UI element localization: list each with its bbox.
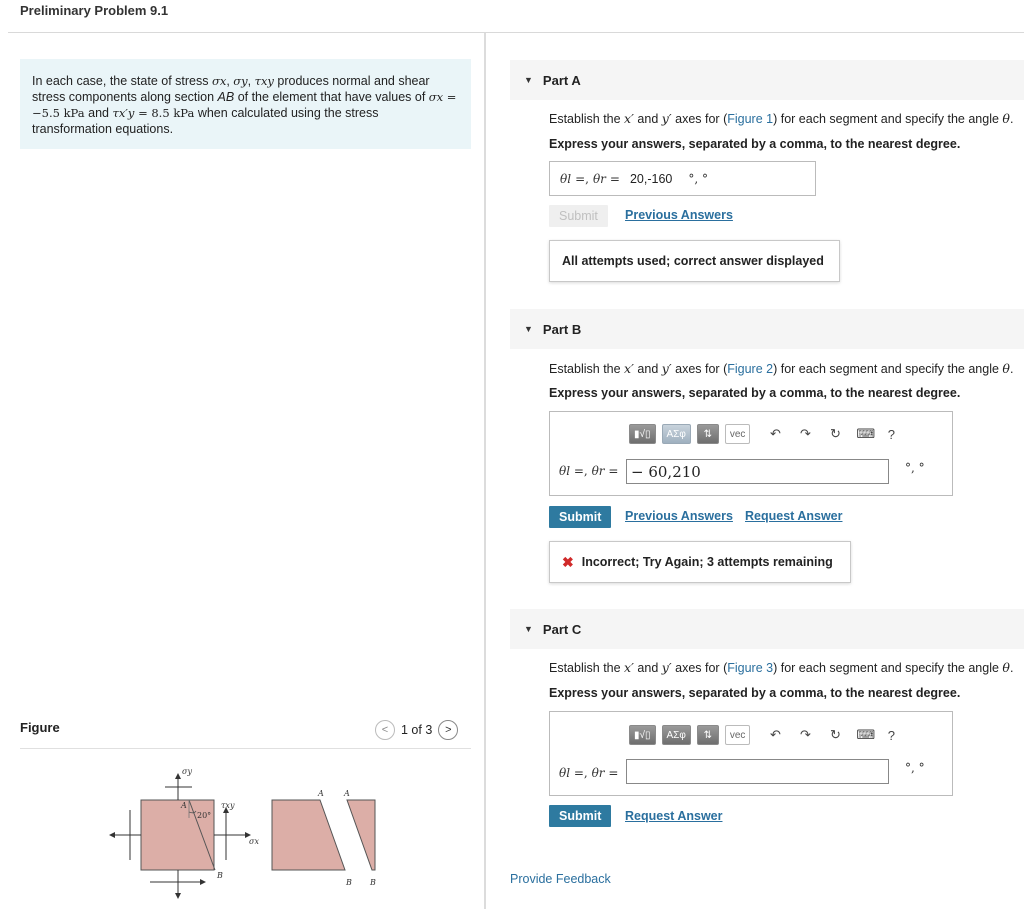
theta-r-label: θr (591, 464, 605, 478)
vector-button[interactable]: vec (725, 725, 751, 745)
stress-element-figure (100, 760, 400, 905)
part-a-units: °, ° (688, 171, 709, 186)
tau-xpy-symbol: τx′y (112, 106, 135, 120)
label-eq: =, (575, 171, 589, 186)
q-text: Establish the (549, 661, 625, 675)
vector-button[interactable]: vec (725, 424, 751, 444)
part-c-request-answer-link[interactable]: Request Answer (625, 809, 723, 823)
undo-icon[interactable]: ↶ (769, 426, 781, 441)
intro-text: In each case, the state of stress (32, 74, 212, 88)
part-b-toolbar (629, 424, 900, 444)
figure-2-link[interactable]: Figure 2 (727, 362, 774, 376)
keyboard-icon[interactable]: ⌨ (856, 426, 876, 441)
part-b-instructions: Express your answers, separated by a comma, to the nearest degree. (549, 386, 961, 400)
caret-down-icon: ▼ (524, 75, 533, 85)
part-a-submit-button[interactable]: Submit (549, 205, 608, 227)
label-eq: =, (570, 766, 592, 780)
part-a-question (549, 111, 1013, 126)
part-c-submit-button[interactable]: Submit (549, 805, 611, 827)
part-a-instructions: Express your answers, separated by a comma, to the nearest degree. (549, 137, 961, 151)
separator: , (226, 74, 234, 88)
label-eq: = (609, 171, 620, 186)
part-c-units: °, ° (905, 761, 925, 775)
figure-1-link[interactable]: Figure 1 (727, 112, 774, 126)
part-a-status-text: All attempts used; correct answer displayed (562, 254, 824, 268)
y-prime: y′ (661, 660, 672, 675)
segment-a-label: A (318, 789, 324, 798)
part-b-question (549, 361, 1013, 376)
part-b-title: Part B (542, 321, 582, 337)
x-icon: ✖ (562, 553, 574, 570)
x-prime: x′ (624, 111, 634, 126)
part-b-label (559, 463, 618, 478)
theta-r-label: θr (592, 171, 606, 186)
theta-l-label: θl (560, 171, 572, 186)
part-b-previous-answers-link[interactable]: Previous Answers (625, 509, 733, 523)
label-eq: = (604, 766, 619, 780)
segment-a-label: A (344, 789, 350, 798)
part-c-answer-input[interactable] (626, 759, 889, 784)
q-text: axes for ( (671, 362, 728, 376)
right-segment (347, 800, 375, 870)
tau-value: = 8.5 kPa (134, 106, 195, 120)
reset-icon[interactable]: ↻ (829, 727, 841, 742)
part-c-title: Part C (542, 621, 582, 637)
tau-xy-symbol: τxy (254, 74, 274, 88)
theta-symbol: θ (1002, 361, 1010, 376)
left-segment (272, 800, 345, 870)
figure-3-link[interactable]: Figure 3 (727, 661, 774, 675)
part-b-status (549, 541, 851, 583)
greek-symbols-button[interactable]: ΑΣφ (662, 725, 691, 745)
q-text: ) for each segment and specify the angle (773, 362, 1003, 376)
q-text: Establish the (549, 112, 625, 126)
part-b-submit-button[interactable]: Submit (549, 506, 611, 528)
sigma-x-value: = −5.5 kPa (32, 90, 457, 120)
part-a-answer-value: 20,-160 (629, 171, 673, 186)
part-b-units: °, ° (905, 461, 925, 475)
part-a-header[interactable] (510, 60, 1024, 100)
q-text: and (633, 661, 662, 675)
help-icon[interactable]: ? (887, 426, 896, 442)
q-text: axes for ( (671, 661, 728, 675)
templates-button[interactable]: ▮√▯ (629, 424, 656, 444)
q-text: axes for ( (671, 112, 728, 126)
chevron-right-icon[interactable]: > (438, 720, 458, 740)
part-c-question (549, 660, 1013, 675)
label-eq: =, (570, 464, 592, 478)
q-text: and (633, 112, 662, 126)
arrows-button[interactable]: ⇅ (697, 424, 719, 444)
provide-feedback-link[interactable]: Provide Feedback (510, 872, 611, 886)
q-text: ) for each segment and specify the angle (773, 112, 1003, 126)
angle-label: 20° (197, 811, 212, 820)
sigma-y-symbol: σy (233, 74, 248, 88)
undo-icon[interactable]: ↶ (769, 727, 781, 742)
part-c-toolbar (629, 725, 900, 745)
y-prime: y′ (661, 111, 672, 126)
caret-down-icon: ▼ (524, 324, 533, 334)
label-eq: = (604, 464, 619, 478)
reset-icon[interactable]: ↻ (829, 426, 841, 441)
arrows-button[interactable]: ⇅ (697, 725, 719, 745)
page-title: Preliminary Problem 9.1 (20, 3, 169, 18)
problem-statement (20, 59, 471, 149)
segment-b-label: B (370, 878, 376, 887)
intro-text: and (84, 106, 113, 120)
q-text: . (1009, 661, 1014, 675)
part-b-status-text: Incorrect; Try Again; 3 attempts remaining (581, 555, 833, 569)
theta-symbol: θ (1002, 660, 1010, 675)
x-prime: x′ (624, 361, 634, 376)
theta-r-label: θr (591, 766, 605, 780)
top-divider (8, 32, 1024, 33)
part-c-instructions: Express your answers, separated by a comma, to the nearest degree. (549, 686, 961, 700)
part-a-title: Part A (542, 72, 581, 88)
figure-counter: 1 of 3 (401, 723, 433, 737)
part-b-header[interactable] (510, 309, 1024, 349)
q-text: . (1009, 112, 1014, 126)
sigma-x-symbol: σx (428, 90, 444, 104)
y-prime: y′ (661, 361, 672, 376)
figure-navigation (375, 720, 458, 740)
q-text: . (1009, 362, 1014, 376)
figure-label: Figure (20, 720, 60, 735)
intro-text: of the element that have values of (234, 90, 429, 104)
part-a-answer-box (549, 161, 816, 196)
separator: , (247, 74, 255, 88)
help-icon[interactable]: ? (887, 727, 896, 743)
sigma-y-label: σy (182, 767, 192, 776)
x-prime: x′ (624, 660, 634, 675)
caret-down-icon: ▼ (524, 624, 533, 634)
theta-l-label: θl (559, 766, 571, 780)
tau-xy-label: τxy (221, 801, 235, 810)
intro-text: produces normal and shear stress components along section (32, 74, 430, 104)
part-c-header[interactable] (510, 609, 1024, 649)
part-a-status (549, 240, 840, 282)
intro-text: when calculated using the stress transformation equations. (32, 106, 379, 136)
segment-b-label: B (346, 878, 352, 887)
chevron-left-icon[interactable]: < (375, 720, 395, 740)
q-text: Establish the (549, 362, 625, 376)
sigma-x-symbol: σx (211, 74, 227, 88)
point-b-label: B (217, 871, 223, 880)
keyboard-icon[interactable]: ⌨ (856, 727, 876, 742)
templates-button[interactable]: ▮√▯ (629, 725, 656, 745)
theta-symbol: θ (1002, 111, 1010, 126)
greek-symbols-button[interactable]: ΑΣφ (662, 424, 691, 444)
section-ab: AB (217, 90, 235, 104)
column-divider (484, 33, 486, 909)
point-a-label: A (181, 801, 187, 810)
figure-divider (20, 748, 471, 749)
part-b-answer-input[interactable]: − 60,210 (626, 459, 889, 484)
part-c-label (559, 765, 618, 780)
part-a-previous-answers-link[interactable]: Previous Answers (625, 208, 733, 222)
theta-l-label: θl (559, 464, 571, 478)
redo-icon[interactable]: ↷ (799, 426, 811, 441)
q-text: ) for each segment and specify the angle (773, 661, 1003, 675)
q-text: and (633, 362, 662, 376)
part-b-request-answer-link[interactable]: Request Answer (745, 509, 843, 523)
sigma-x-label: σx (249, 837, 259, 846)
redo-icon[interactable]: ↷ (799, 727, 811, 742)
